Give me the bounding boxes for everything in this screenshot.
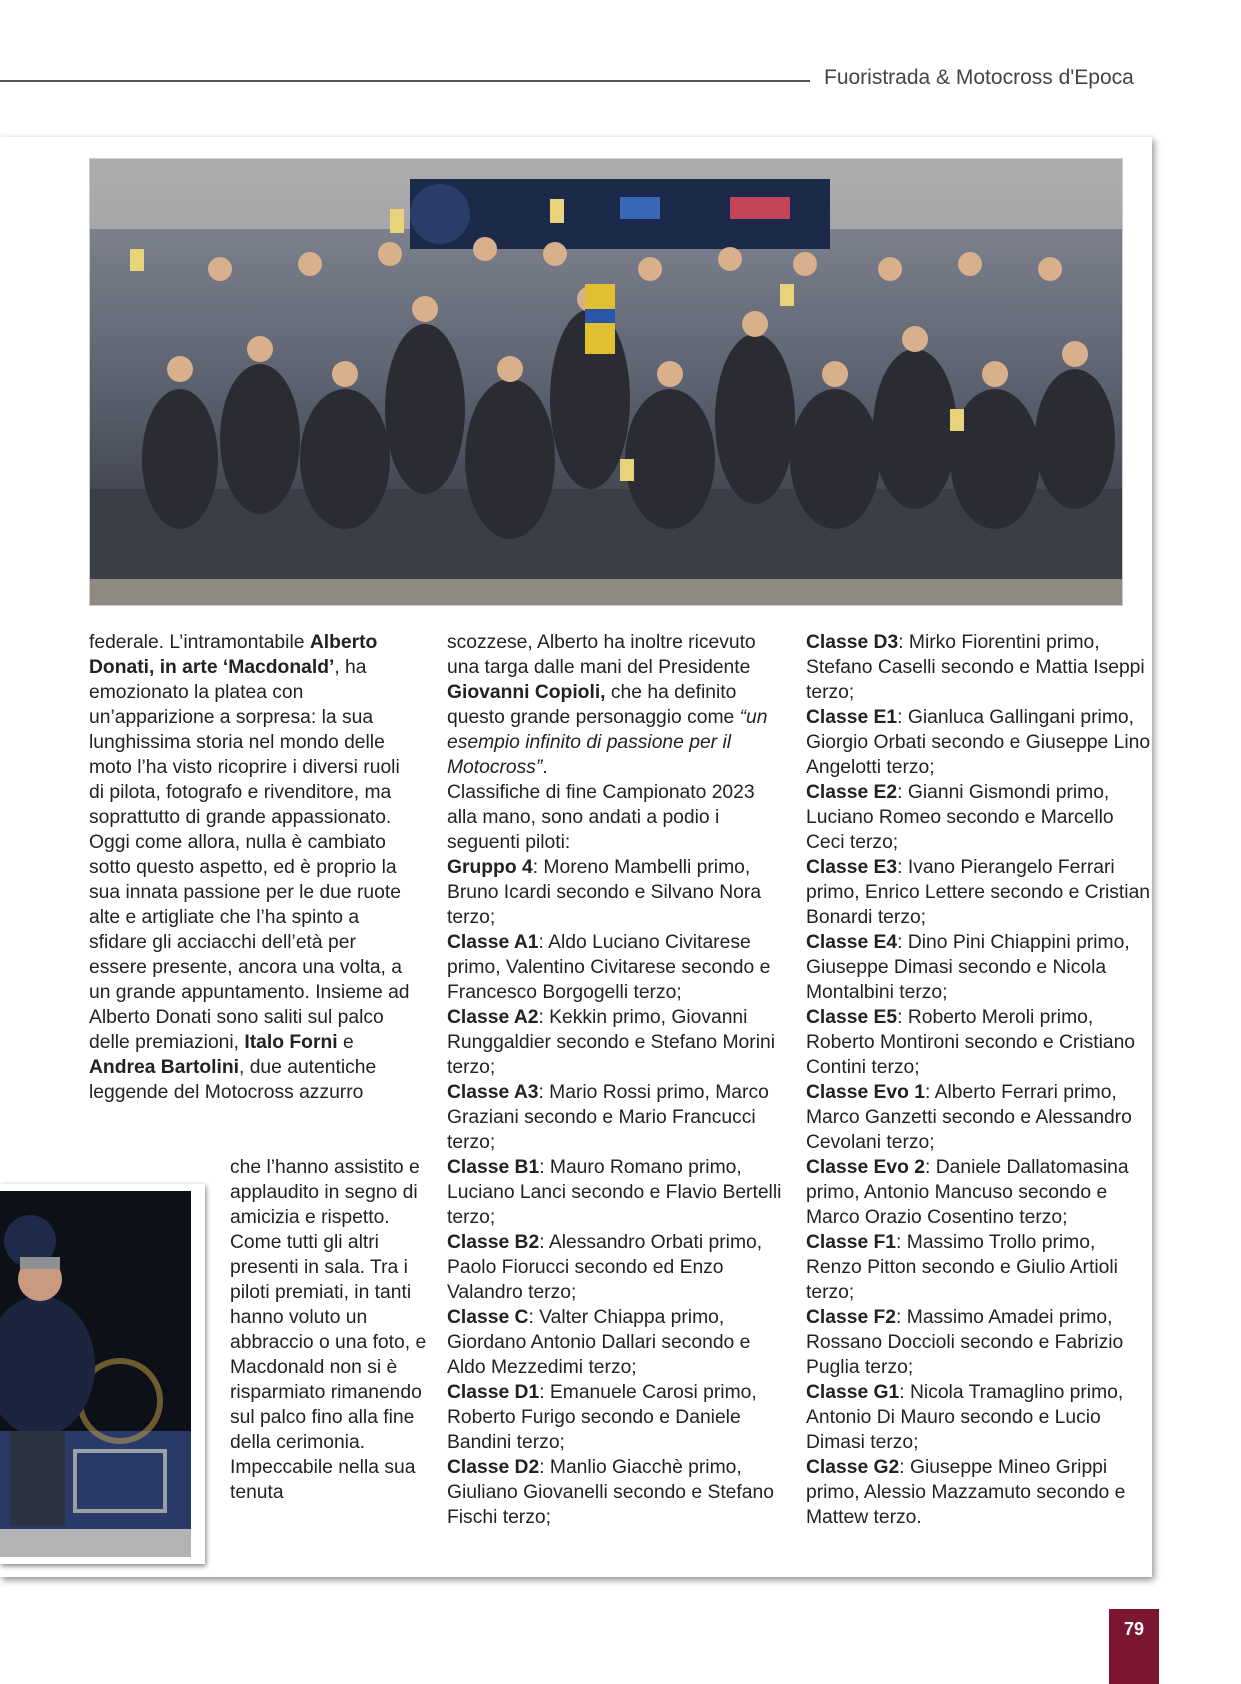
result-class-label: Classe F1 [806, 1232, 897, 1253]
result-entry [806, 780, 1151, 855]
result-entry [806, 630, 1151, 705]
result-podium-text: : Alessandro Orbati primo, Paolo Fiorucci secondo ed Enzo Valandro terzo; [447, 1232, 763, 1303]
result-podium-text: : Daniele Dallatomasina primo, Antonio Mancuso secondo e Marco Orazio Cosentino terzo; [806, 1157, 1129, 1228]
result-podium-text: : Alberto Ferrari primo, Marco Ganzetti secondo e Alessandro Cevolani terzo; [806, 1082, 1132, 1153]
result-entry [806, 1305, 1151, 1380]
result-entry [806, 1005, 1151, 1080]
results-list-col2 [447, 855, 787, 1530]
result-podium-text: : Valter Chiappa primo, Giordano Antonio Dallari secondo e Aldo Mezzedimi terzo; [447, 1307, 751, 1378]
result-class-label: Classe D1 [447, 1382, 540, 1403]
result-class-label: Classe E4 [806, 932, 898, 953]
article-paragraph-2 [447, 630, 787, 780]
result-podium-text: : Mauro Romano primo, Luciano Lanci secondo e Flavio Bertelli terzo; [447, 1157, 782, 1228]
group-photo-illustration [90, 159, 1122, 605]
article-column-1 [89, 630, 419, 1105]
text-span: , due autentiche leggende del Motocross azzurro [89, 1057, 377, 1103]
group-photo [90, 159, 1122, 605]
result-class-label: Classe F2 [806, 1307, 897, 1328]
result-entry [806, 855, 1151, 930]
article-paragraph-1-cont: che l’hanno assistito e applaudito in segno di amicizia e rispetto. Come tutti gli altri presenti in sala. Tra i piloti premiati, in tanti hanno voluto un abbraccio o una foto, e Macdonald non si è risparmiato rimanendo sul palco fino alla fine della cerimonia. Impeccabile nella sua tenuta [230, 1157, 427, 1503]
result-class-label: Classe B2 [447, 1232, 540, 1253]
result-entry [806, 1380, 1151, 1455]
text-span: che ha definito questo grande personaggio come [447, 682, 740, 728]
bold-name-alberto-donati: Alberto Donati, in arte ‘Macdonald’ [89, 632, 378, 678]
result-entry [447, 1005, 787, 1080]
result-class-label: Classe E3 [806, 857, 898, 878]
result-entry [806, 1155, 1151, 1230]
text-span: . [542, 757, 548, 778]
result-entry [447, 930, 787, 1005]
page-number: 79 [1109, 1609, 1159, 1684]
result-podium-text: : Ivano Pierangelo Ferrari primo, Enrico Lettere secondo e Cristian Bonardi terzo; [806, 857, 1151, 928]
result-class-label: Classe A1 [447, 932, 539, 953]
result-entry [806, 705, 1151, 780]
article-paragraph-1 [89, 630, 419, 1105]
article-column-1-continued [230, 1155, 430, 1505]
result-podium-text: : Gianluca Gallingani primo, Giorgio Orbati secondo e Giuseppe Lino Angelotti terzo; [806, 707, 1151, 778]
bold-name-italo-forni: Italo Forni [244, 1032, 338, 1053]
result-podium-text: : Massimo Amadei primo, Rossano Doccioli secondo e Fabrizio Puglia terzo; [806, 1307, 1124, 1378]
results-list-col3 [806, 630, 1151, 1530]
result-class-label: Classe C [447, 1307, 529, 1328]
result-entry [447, 1455, 787, 1530]
result-podium-text: : Moreno Mambelli primo, Bruno Icardi secondo e Silvano Nora terzo; [447, 857, 762, 928]
result-class-label: Gruppo 4 [447, 857, 533, 878]
result-entry [447, 1155, 787, 1230]
result-class-label: Classe A2 [447, 1007, 539, 1028]
result-class-label: Classe G2 [806, 1457, 900, 1478]
magazine-section-title: Fuoristrada & Motocross d'Epoca [824, 66, 1134, 89]
result-entry [447, 855, 787, 930]
result-podium-text: : Dino Pini Chiappini primo, Giuseppe Dimasi secondo e Nicola Montalbini terzo; [806, 932, 1130, 1003]
result-podium-text: : Emanuele Carosi primo, Roberto Furigo secondo e Daniele Bandini terzo; [447, 1382, 757, 1453]
result-entry [806, 930, 1151, 1005]
result-podium-text: : Manlio Giacchè primo, Giuliano Giovanelli secondo e Stefano Fischi terzo; [447, 1457, 774, 1528]
result-podium-text: : Nicola Tramaglino primo, Antonio Di Mauro secondo e Lucio Dimasi terzo; [806, 1382, 1124, 1453]
result-class-label: Classe A3 [447, 1082, 539, 1103]
result-class-label: Classe Evo 2 [806, 1157, 925, 1178]
bold-name-giovanni-copioli: Giovanni Copioli, [447, 682, 606, 703]
result-class-label: Classe B1 [447, 1157, 540, 1178]
result-class-label: Classe E5 [806, 1007, 898, 1028]
result-entry [806, 1080, 1151, 1155]
result-entry [447, 1080, 787, 1155]
result-podium-text: : Kekkin primo, Giovanni Runggaldier secondo e Stefano Morini terzo; [447, 1007, 775, 1078]
result-podium-text: : Giuseppe Mineo Grippi primo, Alessio Mazzamuto secondo e Mattew terzo. [806, 1457, 1126, 1528]
result-entry [447, 1380, 787, 1455]
result-podium-text: : Aldo Luciano Civitarese primo, Valentino Civitarese secondo e Francesco Borgogelli terzo; [447, 932, 771, 1003]
bold-name-andrea-bartolini: Andrea Bartolini [89, 1057, 239, 1078]
result-class-label: Classe E1 [806, 707, 898, 728]
result-class-label: Classe D3 [806, 632, 899, 653]
result-podium-text: : Massimo Trollo primo, Renzo Pitton secondo e Giulio Artioli terzo; [806, 1232, 1118, 1303]
result-class-label: Classe E2 [806, 782, 898, 803]
result-podium-text: : Gianni Gismondi primo, Luciano Romeo secondo e Marcello Ceci terzo; [806, 782, 1114, 853]
text-span: federale. L’intramontabile [89, 632, 310, 653]
result-class-label: Classe Evo 1 [806, 1082, 925, 1103]
quote: “un esempio infinito di passione per il Motocross” [447, 707, 768, 778]
result-podium-text: : Roberto Meroli primo, Roberto Montironi secondo e Cristiano Contini terzo; [806, 1007, 1136, 1078]
result-podium-text: : Mirko Fiorentini primo, Stefano Caselli secondo e Mattia Iseppi terzo; [806, 632, 1145, 703]
results-intro: Classifiche di fine Campionato 2023 alla mano, sono andati a podio i seguenti piloti: [447, 782, 755, 853]
result-podium-text: : Mario Rossi primo, Marco Graziani secondo e Mario Francucci terzo; [447, 1082, 769, 1153]
result-entry [806, 1230, 1151, 1305]
result-entry [447, 1230, 787, 1305]
text-span: , ha emozionato la platea con un’apparizione a sorpresa: la sua lunghissima storia nel mondo delle moto l’ha visto ricoprire i diversi ruoli di pilota, fotografo e rivenditore, ma soprattutto di grande appassionato. Oggi come allora, nulla è cambiato sotto questo aspetto, ed è proprio la sua innata passione per le due ruote alte e artigliate che l’ha spinto a sfidare gli acciacchi dell’età per essere presente, ancora una volta, a un grande appuntamento. Insieme ad Alberto Donati sono saliti sul palco delle premiazioni, [89, 657, 410, 1053]
text-span: scozzese, Alberto ha inoltre ricevuto una targa dalle mani del Presidente [447, 632, 756, 678]
inset-photo [0, 1184, 205, 1564]
article-column-3 [806, 630, 1151, 1530]
article-column-2 [447, 630, 787, 1530]
result-class-label: Classe G1 [806, 1382, 900, 1403]
inset-photo-illustration [0, 1191, 191, 1557]
result-entry [806, 1455, 1151, 1530]
result-class-label: Classe D2 [447, 1457, 540, 1478]
header-rule [0, 80, 810, 82]
text-span: e [337, 1032, 354, 1053]
result-entry [447, 1305, 787, 1380]
